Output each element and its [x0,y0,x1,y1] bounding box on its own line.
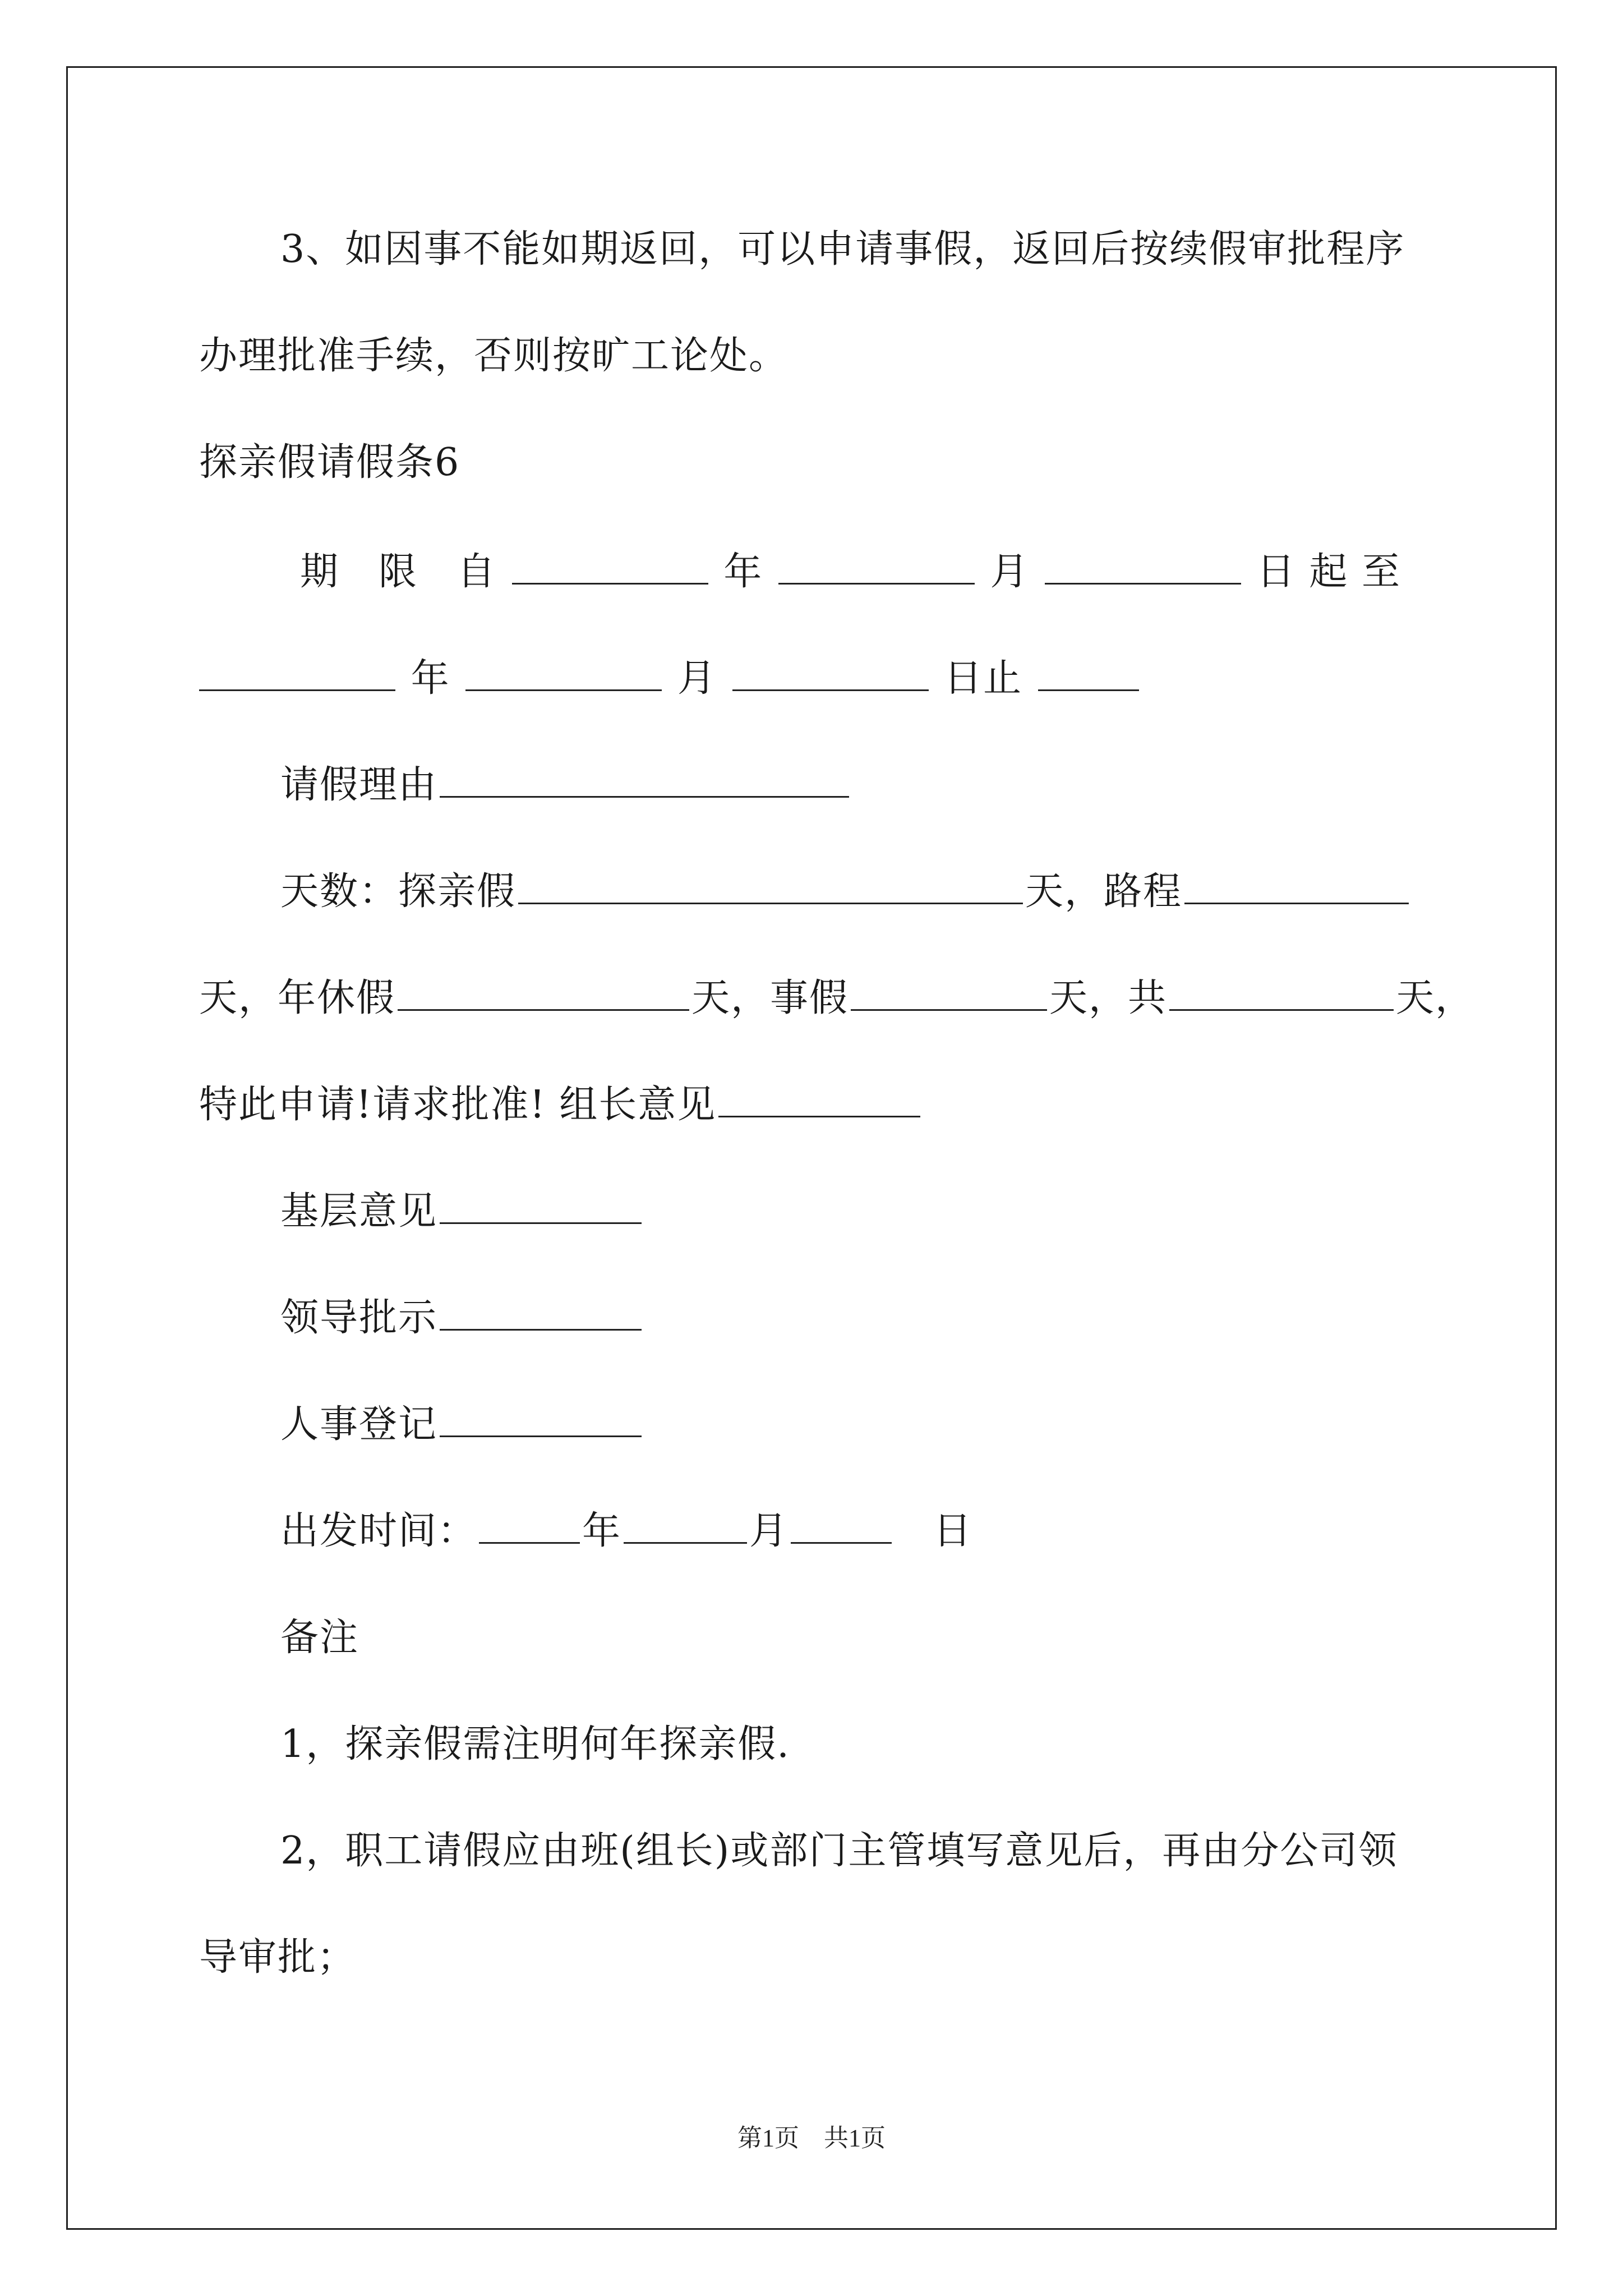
annual-leave-field[interactable] [398,976,689,1011]
page-footer: 第1页 共1页 [737,2124,886,2152]
period-line-1 [300,547,1401,597]
end-month-field[interactable] [465,656,662,691]
remark-heading: 备注 [280,1616,359,1660]
end-month-label: 月 [677,656,717,701]
page-border [66,66,1557,2230]
hr-register-field[interactable] [440,1402,642,1437]
end-day-label: 日止 [944,656,1023,701]
team-leader-opinion-field[interactable] [718,1082,920,1117]
section-title: 探亲假请假条6 [199,440,460,485]
total-label: 天，共 [1049,976,1168,1020]
period-from-label: 期 限 自 [300,550,497,594]
note-2-continued: 导审批； [199,1935,357,1980]
end-extra-field[interactable] [1038,656,1139,691]
reason-field[interactable] [440,762,849,798]
departure-line [280,1506,972,1557]
note-2: 2，职工请假应由班(组长)或部门主管填写意见后，再由分公司领 [280,1829,1398,1873]
annual-leave-label: 天，年休假 [199,976,396,1020]
home-leave-days-field[interactable] [518,869,1023,904]
reason-line [280,760,851,811]
home-leave-days-label: 天数：探亲假 [280,869,517,914]
year-label: 年 [723,550,763,594]
departure-day-label: 日 [933,1509,973,1553]
month-label: 月 [990,550,1030,594]
hr-register-label: 人事登记 [280,1402,438,1447]
end-year-label: 年 [411,656,450,701]
travel-days-label: 天，路程 [1025,869,1183,914]
start-month-field[interactable] [778,549,975,585]
end-day-field[interactable] [732,656,929,691]
paragraph-item-3: 3、如因事不能如期返回，可以申请事假，返回后按续假审批程序 [280,227,1405,272]
end-year-field[interactable] [199,656,395,691]
hr-register-line [280,1400,644,1450]
apply-line [199,1080,923,1130]
base-opinion-label: 基层意见 [280,1189,438,1234]
personal-leave-field[interactable] [851,976,1047,1011]
total-days-field[interactable] [1169,976,1394,1011]
base-opinion-field[interactable] [440,1189,642,1224]
departure-day-field[interactable] [791,1508,892,1544]
day-to-label: 日 起 至 [1256,550,1401,594]
leader-instruction-line [280,1293,644,1343]
departure-label: 出发时间： [280,1509,477,1553]
leader-instruction-field[interactable] [440,1295,642,1331]
base-opinion-line [280,1186,644,1237]
reason-label: 请假理由 [280,763,438,807]
total-days-unit: 天， [1396,976,1475,1020]
start-year-field[interactable] [512,549,708,585]
personal-leave-label: 天，事假 [691,976,849,1020]
travel-days-field[interactable] [1184,869,1409,904]
start-day-field[interactable] [1045,549,1241,585]
leader-instruction-label: 领导批示 [280,1296,438,1340]
days-line-2 [199,973,1474,1024]
departure-year-label: 年 [582,1509,622,1553]
note-1: 1，探亲假需注明何年探亲假. [280,1722,790,1766]
departure-month-label: 月 [749,1509,789,1553]
team-leader-opinion-label: 特此申请!请求批准! 组长意见 [199,1083,717,1127]
paragraph-item-3-continued: 办理批准手续，否则按旷工论处。 [199,334,789,378]
days-line-1 [280,867,1411,917]
period-line-2 [199,654,1141,704]
departure-year-field[interactable] [479,1508,580,1544]
departure-month-field[interactable] [624,1508,747,1544]
